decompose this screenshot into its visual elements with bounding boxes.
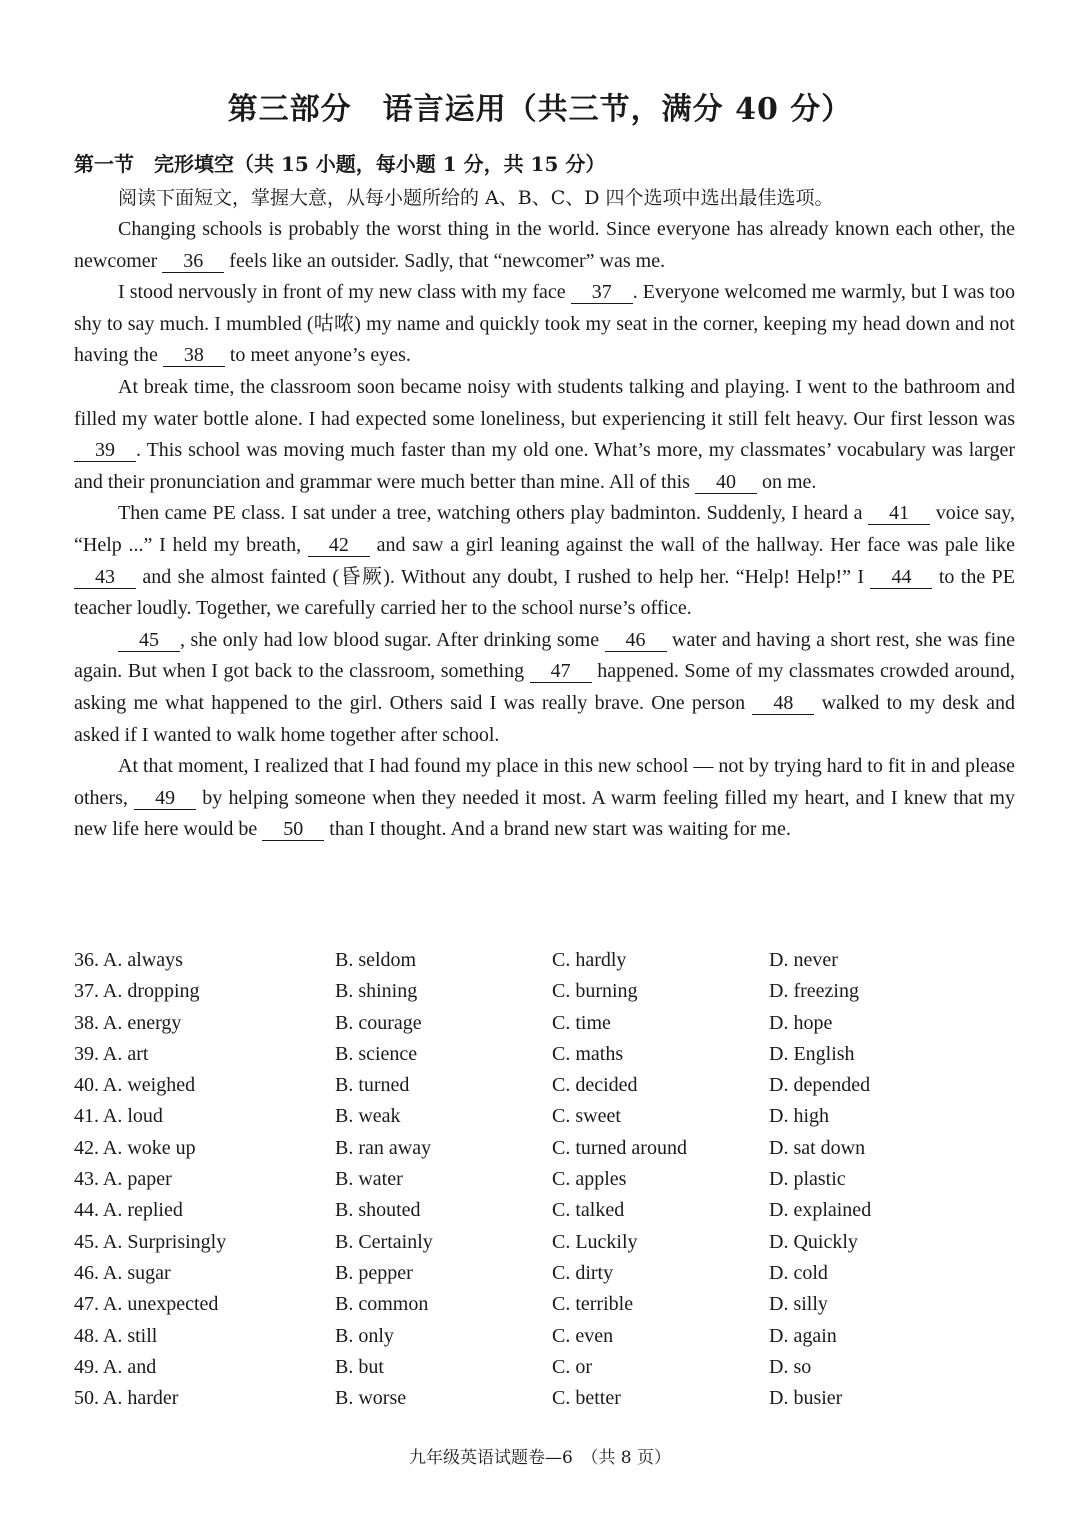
passage-text: water and having a short rest, she was fine again. But when I got back to the classroom, something (74, 628, 1016, 683)
option-a: 48. A. still (74, 1324, 158, 1347)
option-d: D. sat down (769, 1136, 866, 1159)
passage-text: on me. (756, 470, 817, 493)
option-b: B. but (335, 1355, 384, 1378)
blank-49: 49 (134, 787, 196, 810)
option-row (74, 1101, 1015, 1132)
option-c: C. or (552, 1355, 592, 1378)
blank-38: 38 (163, 344, 225, 367)
option-c: C. turned around (552, 1136, 687, 1159)
passage-text: . This school was moving much faster than my old one. What’s more, my classmates’ vocabulary was larger and their pronunciation and grammar were much better than mine. All of this (74, 439, 1015, 493)
option-a: 42. A. woke up (74, 1136, 196, 1159)
option-a: 50. A. harder (74, 1387, 179, 1410)
option-d: D. English (769, 1042, 855, 1065)
option-a: 37. A. dropping (74, 980, 200, 1003)
blank-45: 45 (118, 629, 180, 652)
paragraph (74, 498, 1015, 624)
option-row (74, 1227, 1015, 1258)
option-b: B. shouted (335, 1199, 421, 1222)
option-a: 38. A. energy (74, 1011, 182, 1034)
option-d: D. silly (769, 1293, 828, 1316)
passage-text: walked to my desk and asked if I wanted to walk home together after school. (74, 691, 1015, 746)
option-c: C. burning (552, 980, 638, 1003)
blank-47: 47 (530, 660, 592, 683)
passage-text: At that moment, I realized that I had found my place in this new school — not by trying hard to fit in and please others, (74, 755, 1016, 809)
part-title: 第三部分 语言运用（共三节，满分 40 分） (227, 92, 853, 127)
option-d: D. freezing (769, 980, 859, 1003)
option-b: B. Certainly (335, 1230, 433, 1253)
option-b: B. water (335, 1168, 403, 1191)
option-d: D. explained (769, 1199, 872, 1222)
option-c: C. decided (552, 1074, 638, 1097)
page-footer: 九年级英语试题卷—6 （共 8 页） (409, 1448, 671, 1468)
option-row (74, 1289, 1015, 1320)
option-c: C. Luckily (552, 1230, 638, 1253)
option-a: 43. A. paper (74, 1168, 172, 1191)
paragraph (74, 625, 1015, 751)
option-d: D. busier (769, 1387, 843, 1410)
passage-text: than I thought. And a brand new start was waiting for me. (324, 818, 791, 841)
blank-36: 36 (162, 250, 224, 273)
option-c: C. talked (552, 1199, 625, 1222)
option-d: D. plastic (769, 1168, 846, 1191)
option-row (74, 976, 1015, 1007)
option-d: D. again (769, 1324, 837, 1347)
option-b: B. worse (335, 1387, 407, 1410)
option-row (74, 1070, 1015, 1101)
option-a: 39. A. art (74, 1042, 149, 1065)
passage-text: and she almost fainted (昏厥). Without any doubt, I rushed to help her. “Help! Help!” I (136, 565, 871, 588)
blank-48: 48 (752, 692, 814, 715)
paragraph (74, 214, 1015, 277)
option-a: 46. A. sugar (74, 1261, 171, 1284)
option-a: 44. A. replied (74, 1199, 183, 1222)
option-d: D. never (769, 949, 838, 971)
option-b: B. science (335, 1042, 418, 1065)
option-row (74, 1321, 1015, 1352)
option-a: 49. A. and (74, 1355, 157, 1378)
option-b: B. common (335, 1293, 429, 1316)
option-a: 41. A. loud (74, 1105, 163, 1128)
option-c: C. apples (552, 1168, 627, 1191)
passage-text: feels like an outsider. Sadly, that “newcomer” was me. (224, 249, 666, 272)
option-b: B. seldom (335, 949, 417, 971)
option-row (74, 1164, 1015, 1195)
option-c: C. dirty (552, 1261, 614, 1284)
options-list (74, 945, 1015, 1414)
option-row (74, 1258, 1015, 1289)
blank-43: 43 (74, 566, 136, 589)
passage-text: Then came PE class. I sat under a tree, watching others play badminton. Suddenly, I heard a (118, 502, 869, 525)
cloze-passage (74, 214, 1015, 846)
option-d: D. Quickly (769, 1230, 858, 1253)
instructions: 阅读下面短文，掌握大意，从每小题所给的 A、B、C、D 四个选项中选出最佳选项。 (118, 187, 834, 209)
option-row (74, 1008, 1015, 1039)
option-d: D. so (769, 1355, 812, 1378)
blank-46: 46 (605, 629, 667, 652)
option-c: C. hardly (552, 949, 627, 971)
blank-40: 40 (695, 471, 757, 494)
option-d: D. hope (769, 1011, 833, 1034)
blank-50: 50 (262, 818, 324, 841)
blank-44: 44 (870, 566, 932, 589)
passage-text: voice say, “Help ...” I held my breath, (74, 502, 1016, 556)
option-row (74, 1383, 1015, 1414)
option-b: B. ran away (335, 1136, 432, 1159)
option-d: D. cold (769, 1261, 828, 1284)
option-a: 47. A. unexpected (74, 1293, 219, 1316)
option-c: C. maths (552, 1042, 624, 1065)
option-row (74, 1195, 1015, 1226)
paragraph (74, 751, 1015, 846)
passage-text: Changing schools is probably the worst thing in the world. Since everyone has already known each other, the newcomer (74, 218, 1015, 272)
blank-37: 37 (571, 281, 633, 304)
passage-text: to meet anyone’s eyes. (224, 344, 411, 367)
paragraph (74, 277, 1015, 372)
option-d: D. depended (769, 1074, 871, 1097)
option-b: B. turned (335, 1074, 410, 1097)
passage-text: and saw a girl leaning against the wall of the hallway. Her face was pale like (369, 533, 1015, 556)
passage-text: I stood nervously in front of my new class with my face (118, 281, 571, 304)
passage-text: At break time, the classroom soon became noisy with students talking and playing. I went to the bathroom and filled my water bottle alone. I had expected some loneliness, but experiencing it still felt heavy. Our first lesson was (74, 375, 1015, 430)
option-b: B. weak (335, 1105, 401, 1128)
passage-text: happened. Some of my classmates crowded around, asking me what happened to the girl. Others said I was really brave. One person (74, 660, 1015, 714)
option-row (74, 1039, 1015, 1070)
option-a: 45. A. Surprisingly (74, 1230, 227, 1253)
option-b: B. pepper (335, 1261, 413, 1284)
blank-42: 42 (308, 534, 370, 557)
blank-39: 39 (74, 439, 136, 462)
option-b: B. only (335, 1324, 394, 1347)
option-c: C. better (552, 1387, 621, 1410)
option-row (74, 945, 1015, 976)
passage-text: , she only had low blood sugar. After drinking some (180, 628, 605, 651)
option-a: 36. A. always (74, 949, 183, 971)
section-heading: 第一节 完形填空（共 15 小题，每小题 1 分，共 15 分） (74, 152, 606, 176)
option-b: B. shining (335, 980, 418, 1003)
paragraph (74, 372, 1015, 498)
blank-41: 41 (868, 502, 930, 525)
option-c: C. terrible (552, 1293, 634, 1316)
option-c: C. even (552, 1324, 614, 1347)
passage-text: by helping someone when they needed it most. A warm feeling filled my heart, and I knew that my new life here would be (74, 786, 1015, 841)
option-a: 40. A. weighed (74, 1074, 196, 1097)
option-row (74, 1352, 1015, 1383)
option-b: B. courage (335, 1011, 422, 1034)
option-d: D. high (769, 1105, 829, 1128)
option-row (74, 1133, 1015, 1164)
passage-text: . Everyone welcomed me warmly, but I was too shy to say much. I mumbled (咕哝) my name and quickly took my seat in the corner, keeping my head down and not having the (74, 281, 1015, 367)
option-c: C. time (552, 1011, 611, 1034)
option-c: C. sweet (552, 1105, 621, 1128)
passage-text: to the PE teacher loudly. Together, we carefully carried her to the school nurse’s office. (74, 565, 1015, 620)
